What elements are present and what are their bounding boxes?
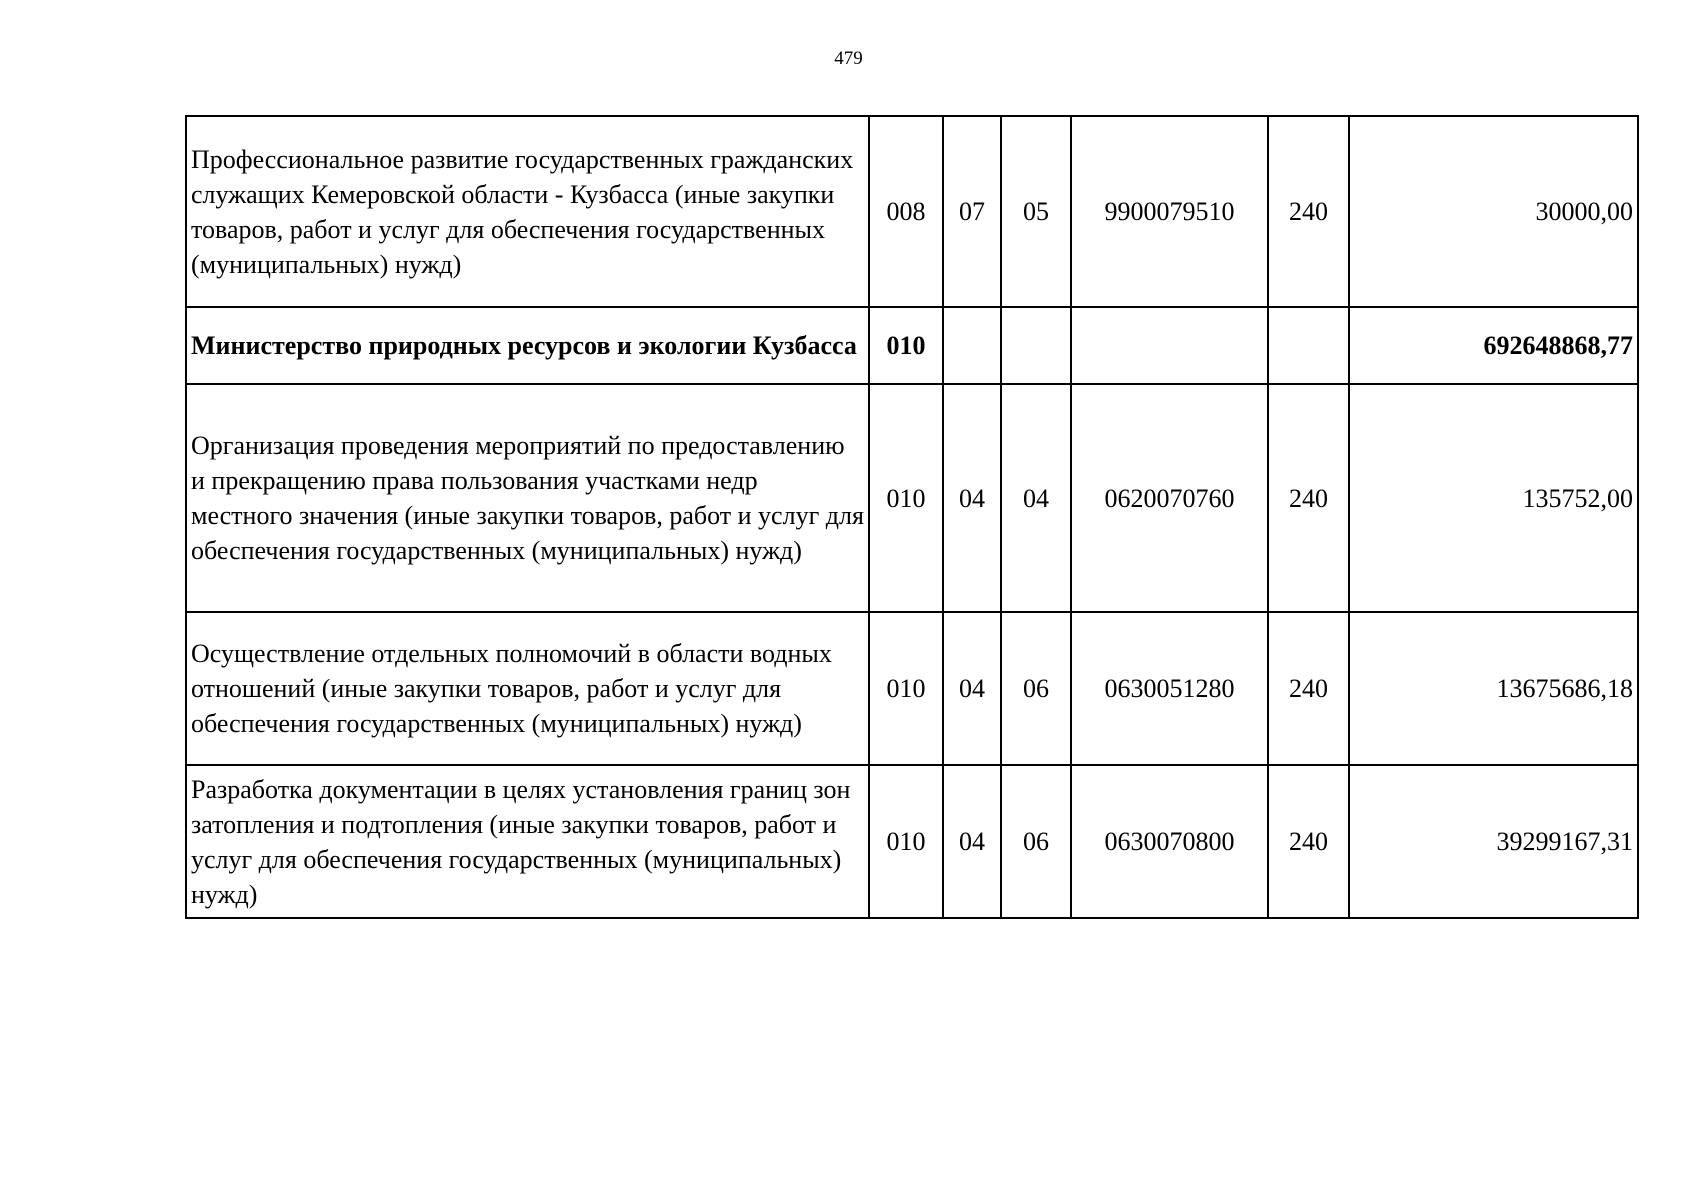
subsection-code: 06 — [1001, 765, 1071, 918]
table-row — [186, 116, 1638, 307]
ministry-code: 010 — [869, 307, 943, 384]
expense-type-code: 240 — [1268, 116, 1349, 307]
table-row — [186, 307, 1638, 384]
ministry-code: 010 — [869, 765, 943, 918]
expense-type-code — [1268, 307, 1349, 384]
expense-name: Разработка документации в целях установления границ зон затопления и подтопления (иные закупки товаров, работ и услуг для обеспечения государственных (муниципальных) нужд) — [186, 765, 869, 918]
expense-name: Профессиональное развитие государственных гражданских служащих Кемеровской области - Кузбасса (иные закупки товаров, работ и услуг для обеспечения государственных (муниципальных) нужд) — [186, 116, 869, 307]
target-article-code: 0630070800 — [1071, 765, 1268, 918]
ministry-code: 010 — [869, 384, 943, 612]
expense-name: Министерство природных ресурсов и экологии Кузбасса — [186, 307, 869, 384]
target-article-code — [1071, 307, 1268, 384]
target-article-code: 0630051280 — [1071, 612, 1268, 765]
amount: 135752,00 — [1349, 384, 1638, 612]
table-row — [186, 384, 1638, 612]
amount: 13675686,18 — [1349, 612, 1638, 765]
amount: 692648868,77 — [1349, 307, 1638, 384]
subsection-code: 05 — [1001, 116, 1071, 307]
amount: 39299167,31 — [1349, 765, 1638, 918]
ministry-code: 010 — [869, 612, 943, 765]
section-code: 07 — [943, 116, 1001, 307]
target-article-code: 9900079510 — [1071, 116, 1268, 307]
table-row — [186, 765, 1638, 918]
target-article-code: 0620070760 — [1071, 384, 1268, 612]
expense-type-code: 240 — [1268, 384, 1349, 612]
expense-type-code: 240 — [1268, 765, 1349, 918]
section-code: 04 — [943, 384, 1001, 612]
amount: 30000,00 — [1349, 116, 1638, 307]
section-code: 04 — [943, 765, 1001, 918]
ministry-code: 008 — [869, 116, 943, 307]
section-code: 04 — [943, 612, 1001, 765]
section-code — [943, 307, 1001, 384]
expense-type-code: 240 — [1268, 612, 1349, 765]
expense-name: Осуществление отдельных полномочий в области водных отношений (иные закупки товаров, работ и услуг для обеспечения государственных (муниципальных) нужд) — [186, 612, 869, 765]
budget-table — [185, 115, 1639, 919]
page-number: 479 — [834, 48, 863, 69]
subsection-code: 06 — [1001, 612, 1071, 765]
subsection-code — [1001, 307, 1071, 384]
subsection-code: 04 — [1001, 384, 1071, 612]
expense-name: Организация проведения мероприятий по предоставлению и прекращению права пользования участками недр местного значения (иные закупки товаров, работ и услуг для обеспечения государственных (муниципальных) нужд) — [186, 384, 869, 612]
table-row — [186, 612, 1638, 765]
